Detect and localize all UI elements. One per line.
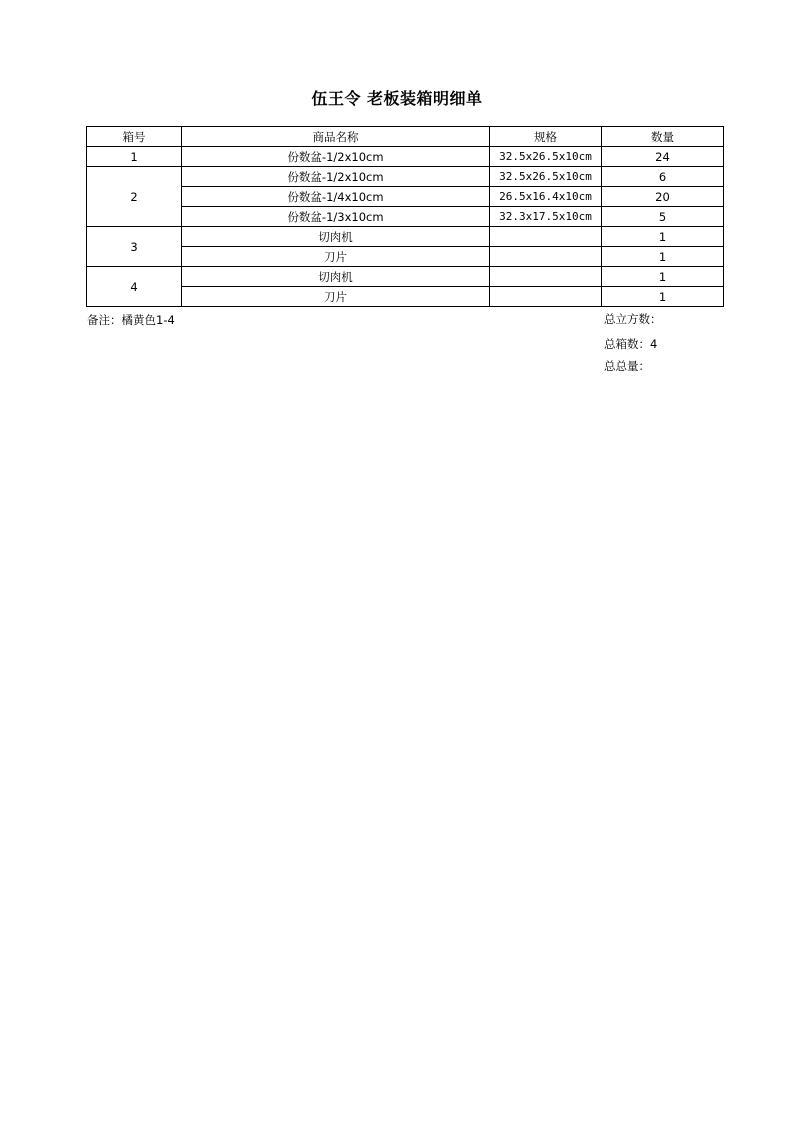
table-row bbox=[87, 147, 724, 167]
product-spec bbox=[490, 247, 602, 267]
product-quantity: 1 bbox=[602, 247, 724, 267]
product-quantity: 6 bbox=[602, 167, 724, 187]
page-title: 伍王令 老板装箱明细单 bbox=[311, 89, 483, 108]
table-row bbox=[87, 247, 724, 267]
box-number: 2 bbox=[87, 167, 182, 227]
packing-list-table bbox=[86, 126, 724, 307]
product-name: 切肉机 bbox=[182, 267, 490, 287]
product-quantity: 1 bbox=[602, 227, 724, 247]
product-quantity: 5 bbox=[602, 207, 724, 227]
header-product-name: 商品名称 bbox=[182, 127, 490, 147]
table-row bbox=[87, 187, 724, 207]
product-name: 份数盆-1/2x10cm bbox=[182, 167, 490, 187]
header-box-no: 箱号 bbox=[87, 127, 182, 147]
product-name: 刀片 bbox=[182, 247, 490, 267]
box-number: 4 bbox=[87, 267, 182, 307]
box-number: 1 bbox=[87, 147, 182, 167]
product-name: 份数盆-1/3x10cm bbox=[182, 207, 490, 227]
product-quantity: 1 bbox=[602, 267, 724, 287]
table-row bbox=[87, 287, 724, 307]
table-header-row bbox=[87, 127, 724, 147]
product-name: 刀片 bbox=[182, 287, 490, 307]
product-spec: 32.5x26.5x10cm bbox=[490, 147, 602, 167]
total-volume-label: 总立方数： bbox=[604, 312, 662, 326]
product-spec bbox=[490, 267, 602, 287]
product-quantity: 20 bbox=[602, 187, 724, 207]
product-spec bbox=[490, 227, 602, 247]
product-spec: 32.5x26.5x10cm bbox=[490, 167, 602, 187]
total-weight-label: 总总量： bbox=[604, 359, 650, 373]
table-row bbox=[87, 167, 724, 187]
table-row bbox=[87, 207, 724, 227]
total-boxes-label: 总箱数：4 bbox=[604, 337, 658, 351]
remark-note: 备注：橘黄色1-4 bbox=[87, 313, 175, 327]
product-quantity: 24 bbox=[602, 147, 724, 167]
table-row bbox=[87, 227, 724, 247]
product-spec bbox=[490, 287, 602, 307]
product-name: 份数盆-1/4x10cm bbox=[182, 187, 490, 207]
product-name: 份数盆-1/2x10cm bbox=[182, 147, 490, 167]
box-number: 3 bbox=[87, 227, 182, 267]
product-quantity: 1 bbox=[602, 287, 724, 307]
product-spec: 32.3x17.5x10cm bbox=[490, 207, 602, 227]
header-spec: 规格 bbox=[490, 127, 602, 147]
product-spec: 26.5x16.4x10cm bbox=[490, 187, 602, 207]
header-quantity: 数量 bbox=[602, 127, 724, 147]
product-name: 切肉机 bbox=[182, 227, 490, 247]
table-row bbox=[87, 267, 724, 287]
